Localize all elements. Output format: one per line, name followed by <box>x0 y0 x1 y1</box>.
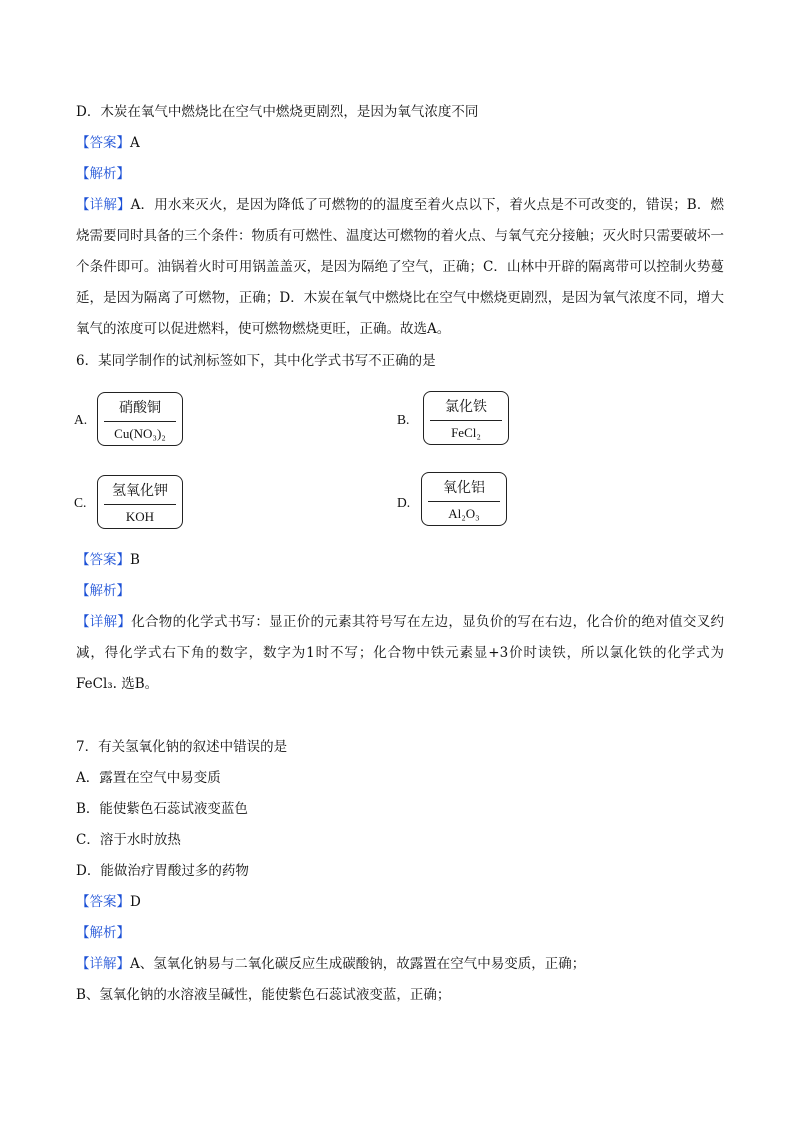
detail-text: 化合物的化学式书写：显正价的元素其符号写在左边，显负价的写在右边，化合价的绝对值交叉约减，得化学式右下角的数字，数字为1时不写；化合物中铁元素显+3价时读铁，所以氯化铁的化学式为FeCl₃. 选B。 <box>76 614 725 692</box>
reagent-formula: FeCl₂ <box>451 425 481 440</box>
q6-label-c <box>97 475 183 529</box>
reagent-formula: Cu(NO₃)₂ <box>114 426 166 441</box>
answer-value: D <box>130 894 141 910</box>
q6-stem: 6．某同学制作的试剂标签如下，其中化学式书写不正确的是 <box>76 353 436 369</box>
reagent-name: 氢氧化钾 <box>112 483 168 499</box>
q6-answer <box>76 551 140 569</box>
reagent-formula: Al₂O₃ <box>448 506 480 521</box>
detail-text: A、氢氧化钠易与二氧化碳反应生成碳酸钠，故露置在空气中易变质，正确； <box>130 956 586 972</box>
q7-option-d: D．能做治疗胃酸过多的药物 <box>76 863 249 879</box>
q6-option-c-letter: C. <box>74 495 87 510</box>
q7-option-a: A．露置在空气中易变质 <box>76 770 221 786</box>
answer-tag: 【答案】 <box>76 552 130 568</box>
detail-tag: 【详解】 <box>76 956 130 972</box>
reagent-name: 氧化铝 <box>443 480 485 496</box>
reagent-name: 硝酸铜 <box>119 400 161 416</box>
detail-tag: 【详解】 <box>76 614 132 630</box>
q6-option-b-letter: B. <box>397 412 410 427</box>
reagent-name: 氯化铁 <box>445 399 487 415</box>
reagent-formula: KOH <box>125 509 155 524</box>
q6-detail <box>76 607 724 700</box>
detail-tag: 【详解】 <box>76 197 131 213</box>
q5-option-d: D．木炭在氧气中燃烧比在空气中燃烧更剧烈，是因为氧气浓度不同 <box>76 104 479 120</box>
q6-option-a-letter: A. <box>74 412 88 427</box>
q7-stem: 7．有关氢氧化钠的叙述中错误的是 <box>76 739 288 755</box>
q5-detail <box>76 190 724 345</box>
q7-option-b: B．能使紫色石蕊试液变蓝色 <box>76 801 248 817</box>
answer-value: B <box>130 552 140 568</box>
q7-detail <box>76 955 585 973</box>
answer-value: A <box>130 135 140 151</box>
q6-option-d-letter: D. <box>397 495 411 510</box>
q7-analysis-tag: 【解析】 <box>76 925 130 941</box>
label-divider <box>104 421 176 422</box>
q7-option-c: C．溶于水时放热 <box>76 832 181 848</box>
q5-answer <box>76 134 140 152</box>
q5-analysis-tag: 【解析】 <box>76 166 130 182</box>
q7-answer <box>76 893 141 911</box>
label-divider <box>430 420 502 421</box>
answer-tag: 【答案】 <box>76 894 130 910</box>
q6-analysis-tag: 【解析】 <box>76 583 130 599</box>
q6-label-a <box>97 392 183 446</box>
q7-detail-b: B、氢氧化钠的水溶液呈碱性，能使紫色石蕊试液变蓝，正确； <box>76 987 451 1003</box>
q6-label-b <box>423 391 509 445</box>
label-divider <box>104 504 176 505</box>
answer-tag: 【答案】 <box>76 135 130 151</box>
q6-label-d <box>421 472 507 526</box>
label-divider <box>428 501 500 502</box>
detail-text: A．用水来灭火，是因为降低了可燃物的的温度至着火点以下，着火点是不可改变的，错误；B．燃烧需要同时具备的三个条件：物质有可燃性、温度达可燃物的着火点、与氧气充分接触；灭火时只需要破坏一个条件即可。油锅着火时可用锅盖盖灭，是因为隔绝了空气，正确；C．山林中开辟的隔离带可以控制火势蔓延，是因为隔离了可燃物，正确；D．木炭在氧气中燃烧比在空气中燃烧更剧烈，是因为氧气浓度不同，增大氧气的浓度可以促进燃料，使可燃物燃烧更旺，正确。故选A。 <box>76 197 725 337</box>
